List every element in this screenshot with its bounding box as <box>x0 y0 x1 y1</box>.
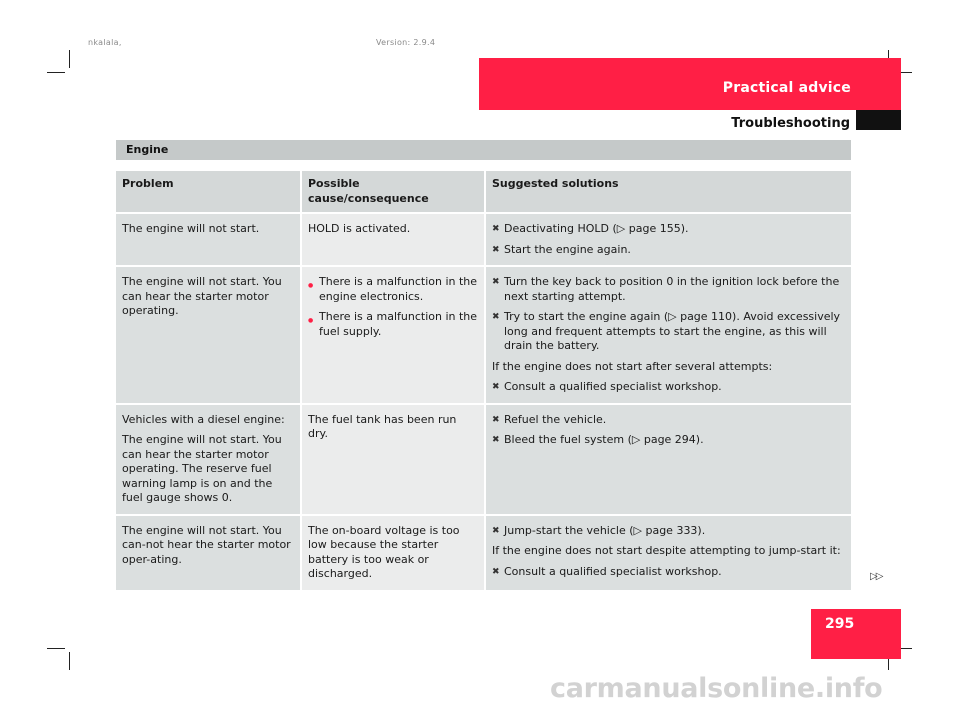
crop-mark <box>69 652 70 670</box>
step-marker-icon: ✖ <box>492 224 500 234</box>
continue-icon: ▷▷ <box>870 571 882 582</box>
step-marker-icon: ✖ <box>492 414 500 425</box>
cause-cell <box>300 516 484 592</box>
table-row <box>116 267 851 405</box>
solution-step-text: Consult a qualified specialist workshop. <box>504 564 722 578</box>
solution-step-text: Try to start the engine again (▷ page 110). Avoid excessively long and frequent attempts to start the engine, as this will drain the battery. <box>504 310 841 352</box>
cause-text: The on-board voltage is too low because the starter battery is too weak or discharged. <box>308 523 460 580</box>
step-marker-icon: ✖ <box>492 435 500 445</box>
cause-bullet-text: There is a malfunction in the fuel supply. <box>319 310 478 338</box>
solution-step-text: Start the engine again. <box>504 242 631 256</box>
step-marker-icon: ✖ <box>492 312 500 322</box>
step-marker-icon: ✖ <box>492 525 500 536</box>
top-meta-left: nkalala, <box>88 38 122 47</box>
solution-step <box>492 524 846 539</box>
step-marker-icon: ✖ <box>492 566 500 577</box>
troubleshooting-table <box>116 171 851 592</box>
page-number-box <box>811 609 901 659</box>
cause-bullet-text: There is a malfunction in the engine electronics. <box>319 275 478 303</box>
cause-text: The fuel tank has been run dry. <box>308 412 457 440</box>
problem-text: The engine will not start. You can hear the starter motor operating. <box>122 275 282 317</box>
solution-step-text: Deactivating HOLD (▷ page 155). <box>504 222 689 235</box>
solution-step-text: Turn the key back to position 0 in the ignition lock before the next starting attempt. <box>504 275 840 303</box>
solution-step-text: Consult a qualified specialist workshop. <box>504 380 722 393</box>
problem-text: The engine will not start. <box>122 222 260 235</box>
solution-note: If the engine does not start after several attempts: <box>492 359 773 373</box>
problem-cell <box>116 267 300 405</box>
solution-step <box>492 222 846 237</box>
table-header-row <box>116 171 851 214</box>
step-marker-icon: ✖ <box>492 277 500 287</box>
problem-text: Vehicles with a diesel engine: <box>122 412 285 426</box>
step-marker-icon: ✖ <box>492 244 500 255</box>
column-header-solutions: Suggested solutions <box>484 171 851 214</box>
solution-step <box>492 243 846 258</box>
cause-cell <box>300 214 484 267</box>
solutions-cell <box>484 405 851 516</box>
problem-cell <box>116 214 300 267</box>
watermark: carmanualsonline.info <box>550 673 883 704</box>
solution-step-text: Jump-start the vehicle (▷ page 333). <box>504 523 706 537</box>
solutions-cell <box>484 267 851 405</box>
solution-step <box>492 433 846 448</box>
subsection-title: Troubleshooting <box>731 116 850 131</box>
problem-text: The engine will not start. You can hear the starter motor operating. The reserve fuel warning lamp is on and the fuel gauge shows 0. <box>122 433 282 504</box>
solution-note: If the engine does not start despite attempting to jump-start it: <box>492 544 841 557</box>
crop-mark <box>47 72 65 73</box>
table-row <box>116 214 851 267</box>
top-meta-version: Version: 2.9.4 <box>376 38 436 47</box>
cause-text: HOLD is activated. <box>308 222 411 235</box>
column-header-problem: Problem <box>116 171 300 214</box>
section-title: Practical advice <box>722 80 851 96</box>
bullet-dot-icon: ● <box>308 282 314 289</box>
crop-mark <box>47 648 65 649</box>
crop-mark <box>69 50 70 68</box>
solution-step <box>492 310 846 354</box>
problem-text: The engine will not start. You can-not hear the starter motor oper-ating. <box>122 523 291 566</box>
solution-step <box>492 413 846 428</box>
cause-bullet <box>308 310 479 339</box>
table-title-bar <box>116 140 851 160</box>
problem-cell <box>116 516 300 592</box>
solution-step <box>492 275 846 304</box>
table-title: Engine <box>126 143 169 156</box>
solution-step-text: Refuel the vehicle. <box>504 412 607 426</box>
step-marker-icon: ✖ <box>492 382 500 392</box>
solution-step <box>492 565 846 580</box>
problem-cell <box>116 405 300 516</box>
section-header-band <box>479 58 901 110</box>
cause-cell <box>300 267 484 405</box>
table-row <box>116 516 851 592</box>
solution-step-text: Bleed the fuel system (▷ page 294). <box>504 433 704 446</box>
cause-cell <box>300 405 484 516</box>
column-header-cause: Possible cause/consequence <box>300 171 484 214</box>
subsection-marker <box>856 110 901 130</box>
bullet-dot-icon: ● <box>308 317 314 324</box>
solutions-cell <box>484 214 851 267</box>
page-number: 295 <box>825 616 855 632</box>
solutions-cell <box>484 516 851 592</box>
cause-bullet <box>308 275 479 304</box>
table-row <box>116 405 851 516</box>
solution-step <box>492 380 846 395</box>
